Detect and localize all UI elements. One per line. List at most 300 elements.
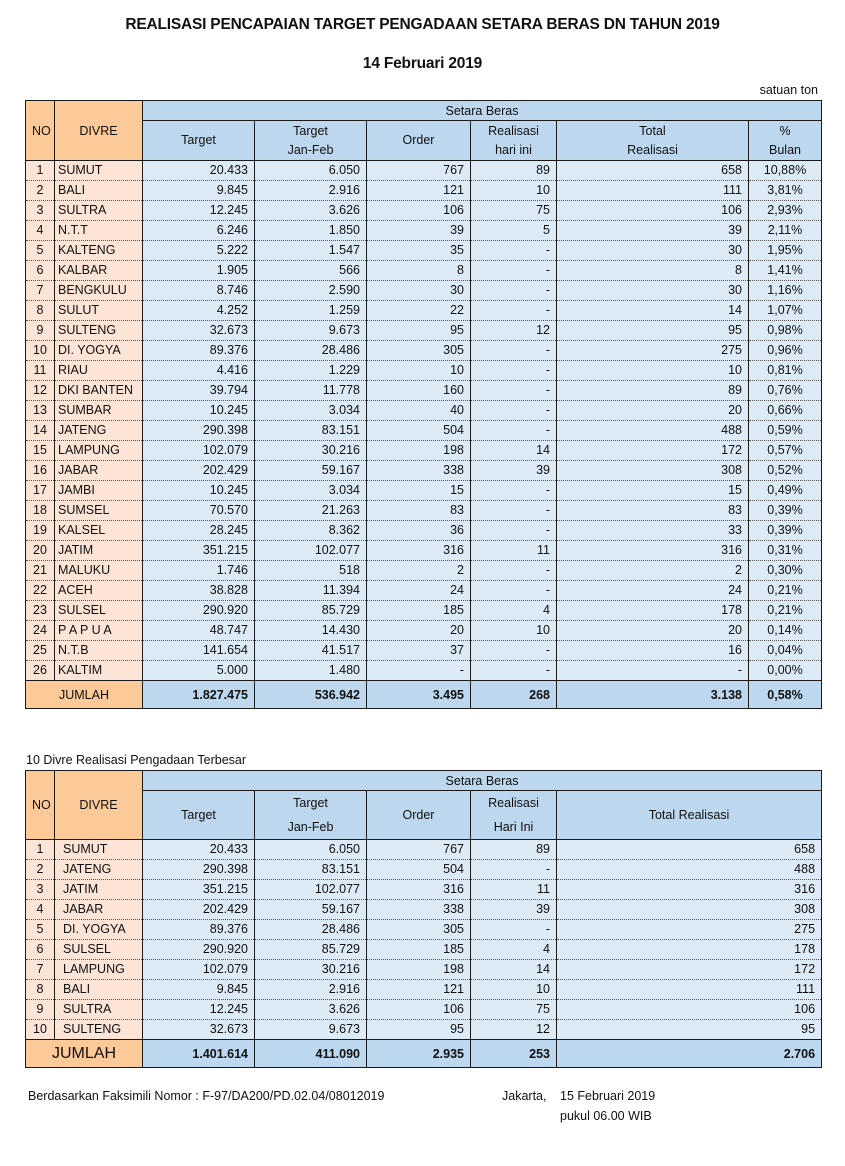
row-pct-bulan: 1,16% (749, 281, 822, 301)
row-order: 338 (367, 900, 471, 920)
row-order: 338 (367, 461, 471, 481)
row-no: 3 (26, 201, 55, 221)
row-target: 89.376 (143, 341, 255, 361)
row-total-realisasi: 39 (557, 221, 749, 241)
row-target: 5.000 (143, 661, 255, 681)
row-total-realisasi: 2 (557, 561, 749, 581)
row-divre: BALI (55, 181, 143, 201)
row-target-janfeb: 14.430 (255, 621, 367, 641)
table-row (26, 241, 822, 261)
row-total-realisasi: 33 (557, 521, 749, 541)
row-realisasi-hari-ini: - (471, 661, 557, 681)
row-target-janfeb: 11.394 (255, 581, 367, 601)
row-no: 21 (26, 561, 55, 581)
row-target: 5.222 (143, 241, 255, 261)
row-realisasi-hari-ini: 14 (471, 960, 557, 980)
row-target: 9.845 (143, 980, 255, 1000)
row-realisasi-hari-ini: 89 (471, 161, 557, 181)
row-no: 17 (26, 481, 55, 501)
row-divre: BENGKULU (55, 281, 143, 301)
row-order: - (367, 661, 471, 681)
row-order: 106 (367, 1000, 471, 1020)
row-no: 4 (26, 900, 55, 920)
table-row (26, 181, 822, 201)
row-target: 38.828 (143, 581, 255, 601)
row-target: 10.245 (143, 481, 255, 501)
table-row (26, 401, 822, 421)
row-pct-bulan: 0,04% (749, 641, 822, 661)
row-total-realisasi: 30 (557, 241, 749, 261)
row-total-realisasi: 658 (557, 840, 822, 860)
row-target-janfeb: 518 (255, 561, 367, 581)
row-target: 102.079 (143, 960, 255, 980)
row-target-janfeb: 85.729 (255, 601, 367, 621)
row-divre: SUMUT (55, 840, 143, 860)
row-no: 9 (26, 321, 55, 341)
row-target-janfeb: 6.050 (255, 840, 367, 860)
row-total-realisasi: 111 (557, 181, 749, 201)
row-total-realisasi: 8 (557, 261, 749, 281)
row-divre: BALI (55, 980, 143, 1000)
row-realisasi-hari-ini: 12 (471, 1020, 557, 1040)
row-order: 20 (367, 621, 471, 641)
table-row (26, 361, 822, 381)
header-target: Target (143, 791, 255, 840)
row-divre: JAMBI (55, 481, 143, 501)
row-pct-bulan: 0,52% (749, 461, 822, 481)
header-setara-beras: Setara Beras (143, 771, 822, 791)
row-target-janfeb: 3.034 (255, 481, 367, 501)
footer-place: Jakarta, (502, 1089, 547, 1103)
table-row (26, 920, 822, 940)
row-realisasi-hari-ini: 75 (471, 1000, 557, 1020)
row-no: 13 (26, 401, 55, 421)
row-divre: JATENG (55, 860, 143, 880)
row-pct-bulan: 0,59% (749, 421, 822, 441)
table-row (26, 501, 822, 521)
row-divre: SUMUT (55, 161, 143, 181)
row-no: 15 (26, 441, 55, 461)
row-target-janfeb: 28.486 (255, 920, 367, 940)
unit-note: satuan ton (759, 83, 818, 97)
row-realisasi-hari-ini: - (471, 860, 557, 880)
header-order: Order (367, 791, 471, 840)
row-realisasi-hari-ini: - (471, 361, 557, 381)
row-order: 37 (367, 641, 471, 661)
total-target: 1.401.614 (143, 1040, 255, 1068)
table-row (26, 261, 822, 281)
row-divre: SULTENG (55, 321, 143, 341)
row-divre: DI. YOGYA (55, 920, 143, 940)
row-target-janfeb: 3.034 (255, 401, 367, 421)
table-row (26, 301, 822, 321)
row-target: 102.079 (143, 441, 255, 461)
row-realisasi-hari-ini: - (471, 481, 557, 501)
row-target: 1.746 (143, 561, 255, 581)
row-target: 9.845 (143, 181, 255, 201)
row-total-realisasi: 20 (557, 621, 749, 641)
row-no: 3 (26, 880, 55, 900)
table-row (26, 461, 822, 481)
total-target-janfeb: 411.090 (255, 1040, 367, 1068)
row-pct-bulan: 0,57% (749, 441, 822, 461)
row-order: 15 (367, 481, 471, 501)
row-no: 24 (26, 621, 55, 641)
row-order: 95 (367, 321, 471, 341)
row-total-realisasi: 10 (557, 361, 749, 381)
row-divre: JATIM (55, 880, 143, 900)
row-no: 16 (26, 461, 55, 481)
row-total-realisasi: 488 (557, 860, 822, 880)
row-divre: ACEH (55, 581, 143, 601)
row-divre: N.T.T (55, 221, 143, 241)
top10-table (25, 770, 822, 1068)
row-realisasi-hari-ini: - (471, 920, 557, 940)
row-target-janfeb: 1.547 (255, 241, 367, 261)
row-target-janfeb: 1.229 (255, 361, 367, 381)
row-target-janfeb: 9.673 (255, 321, 367, 341)
row-target: 8.746 (143, 281, 255, 301)
row-divre: KALBAR (55, 261, 143, 281)
row-divre: SUMBAR (55, 401, 143, 421)
table-row (26, 441, 822, 461)
row-target: 290.920 (143, 601, 255, 621)
row-pct-bulan: 0,66% (749, 401, 822, 421)
row-target: 141.654 (143, 641, 255, 661)
total-order: 2.935 (367, 1040, 471, 1068)
row-pct-bulan: 0,21% (749, 601, 822, 621)
row-total-realisasi: 275 (557, 920, 822, 940)
row-realisasi-hari-ini: - (471, 501, 557, 521)
table-row (26, 980, 822, 1000)
row-realisasi-hari-ini: 10 (471, 181, 557, 201)
row-order: 22 (367, 301, 471, 321)
row-total-realisasi: 308 (557, 461, 749, 481)
row-order: 767 (367, 840, 471, 860)
total-order: 3.495 (367, 681, 471, 709)
row-target-janfeb: 1.480 (255, 661, 367, 681)
row-pct-bulan: 1,07% (749, 301, 822, 321)
row-realisasi-hari-ini: 10 (471, 621, 557, 641)
row-target-janfeb: 41.517 (255, 641, 367, 661)
row-target: 290.398 (143, 421, 255, 441)
row-no: 26 (26, 661, 55, 681)
row-divre: KALTIM (55, 661, 143, 681)
table-row (26, 381, 822, 401)
total-realisasi-hari-ini: 253 (471, 1040, 557, 1068)
total-label: JUMLAH (26, 1040, 143, 1068)
row-no: 6 (26, 261, 55, 281)
total-target-janfeb: 536.942 (255, 681, 367, 709)
table-row (26, 521, 822, 541)
table-row (26, 840, 822, 860)
header-setara-beras: Setara Beras (143, 101, 822, 121)
row-total-realisasi: 95 (557, 321, 749, 341)
row-order: 106 (367, 201, 471, 221)
table-row (26, 641, 822, 661)
row-pct-bulan: 2,11% (749, 221, 822, 241)
row-total-realisasi: - (557, 661, 749, 681)
row-order: 305 (367, 341, 471, 361)
row-realisasi-hari-ini: 11 (471, 880, 557, 900)
row-target: 202.429 (143, 900, 255, 920)
row-no: 5 (26, 241, 55, 261)
row-order: 24 (367, 581, 471, 601)
table-row (26, 1000, 822, 1020)
total-target: 1.827.475 (143, 681, 255, 709)
row-order: 10 (367, 361, 471, 381)
row-target-janfeb: 566 (255, 261, 367, 281)
row-no: 7 (26, 960, 55, 980)
row-pct-bulan: 1,41% (749, 261, 822, 281)
header-pct-bulan: % Bulan (749, 121, 822, 161)
row-order: 185 (367, 940, 471, 960)
row-target-janfeb: 11.778 (255, 381, 367, 401)
row-target: 20.433 (143, 840, 255, 860)
row-total-realisasi: 24 (557, 581, 749, 601)
row-divre: LAMPUNG (55, 441, 143, 461)
total-label: JUMLAH (26, 681, 143, 709)
row-target: 20.433 (143, 161, 255, 181)
footer-time: pukul 06.00 WIB (560, 1109, 652, 1123)
header-no: NO (26, 771, 55, 840)
row-target-janfeb: 83.151 (255, 421, 367, 441)
row-pct-bulan: 0,98% (749, 321, 822, 341)
header-total-realisasi: Total Realisasi (557, 121, 749, 161)
header-divre: DIVRE (55, 771, 143, 840)
row-total-realisasi: 275 (557, 341, 749, 361)
row-realisasi-hari-ini: - (471, 301, 557, 321)
row-divre: KALTENG (55, 241, 143, 261)
row-divre: SULTENG (55, 1020, 143, 1040)
table-row (26, 661, 822, 681)
row-no: 8 (26, 980, 55, 1000)
row-target-janfeb: 3.626 (255, 201, 367, 221)
table-row (26, 581, 822, 601)
row-divre: P A P U A (55, 621, 143, 641)
row-divre: MALUKU (55, 561, 143, 581)
row-total-realisasi: 172 (557, 960, 822, 980)
row-no: 12 (26, 381, 55, 401)
row-realisasi-hari-ini: - (471, 641, 557, 661)
row-order: 504 (367, 421, 471, 441)
row-realisasi-hari-ini: - (471, 381, 557, 401)
row-target: 48.747 (143, 621, 255, 641)
row-target: 6.246 (143, 221, 255, 241)
header-target-janfeb: Target Jan-Feb (255, 121, 367, 161)
table-row (26, 221, 822, 241)
header-realisasi-hari-ini: Realisasi hari ini (471, 121, 557, 161)
row-target: 1.905 (143, 261, 255, 281)
table-row (26, 880, 822, 900)
row-target: 28.245 (143, 521, 255, 541)
row-pct-bulan: 0,39% (749, 521, 822, 541)
table-row (26, 900, 822, 920)
row-target-janfeb: 2.916 (255, 181, 367, 201)
row-divre: KALSEL (55, 521, 143, 541)
row-no: 2 (26, 860, 55, 880)
header-no: NO (26, 101, 55, 161)
table-row (26, 621, 822, 641)
row-target-janfeb: 3.626 (255, 1000, 367, 1020)
row-order: 316 (367, 541, 471, 561)
table-row (26, 601, 822, 621)
row-target-janfeb: 30.216 (255, 960, 367, 980)
row-realisasi-hari-ini: - (471, 561, 557, 581)
row-order: 2 (367, 561, 471, 581)
row-total-realisasi: 178 (557, 601, 749, 621)
row-pct-bulan: 0,49% (749, 481, 822, 501)
row-total-realisasi: 20 (557, 401, 749, 421)
footer-date: 15 Februari 2019 (560, 1089, 656, 1103)
document-title: REALISASI PENCAPAIAN TARGET PENGADAAN SETARA BERAS DN TAHUN 2019 (125, 16, 720, 33)
row-divre: JABAR (55, 900, 143, 920)
row-target-janfeb: 1.259 (255, 301, 367, 321)
row-pct-bulan: 10,88% (749, 161, 822, 181)
row-no: 25 (26, 641, 55, 661)
row-total-realisasi: 95 (557, 1020, 822, 1040)
header-target: Target (143, 121, 255, 161)
row-target-janfeb: 1.850 (255, 221, 367, 241)
row-no: 8 (26, 301, 55, 321)
row-target-janfeb: 2.916 (255, 980, 367, 1000)
table-row (26, 161, 822, 181)
row-divre: JATIM (55, 541, 143, 561)
row-target: 89.376 (143, 920, 255, 940)
row-no: 2 (26, 181, 55, 201)
table-row (26, 341, 822, 361)
realization-table (25, 100, 822, 709)
row-order: 121 (367, 181, 471, 201)
row-no: 5 (26, 920, 55, 940)
row-total-realisasi: 488 (557, 421, 749, 441)
row-pct-bulan: 0,14% (749, 621, 822, 641)
row-no: 1 (26, 840, 55, 860)
row-realisasi-hari-ini: - (471, 421, 557, 441)
header-realisasi-hari-ini: Realisasi Hari Ini (471, 791, 557, 840)
row-no: 9 (26, 1000, 55, 1020)
row-target-janfeb: 6.050 (255, 161, 367, 181)
row-pct-bulan: 0,76% (749, 381, 822, 401)
row-realisasi-hari-ini: 11 (471, 541, 557, 561)
total-row (26, 681, 822, 709)
row-total-realisasi: 111 (557, 980, 822, 1000)
row-realisasi-hari-ini: 12 (471, 321, 557, 341)
row-total-realisasi: 15 (557, 481, 749, 501)
row-total-realisasi: 316 (557, 880, 822, 900)
row-realisasi-hari-ini: 4 (471, 940, 557, 960)
row-pct-bulan: 0,96% (749, 341, 822, 361)
row-realisasi-hari-ini: 39 (471, 461, 557, 481)
row-total-realisasi: 178 (557, 940, 822, 960)
row-pct-bulan: 0,81% (749, 361, 822, 381)
row-no: 10 (26, 1020, 55, 1040)
row-target: 10.245 (143, 401, 255, 421)
row-total-realisasi: 658 (557, 161, 749, 181)
row-realisasi-hari-ini: 14 (471, 441, 557, 461)
row-realisasi-hari-ini: - (471, 341, 557, 361)
header-divre: DIVRE (55, 101, 143, 161)
row-total-realisasi: 106 (557, 201, 749, 221)
table-row (26, 321, 822, 341)
row-total-realisasi: 172 (557, 441, 749, 461)
row-realisasi-hari-ini: - (471, 581, 557, 601)
table-row (26, 201, 822, 221)
table-row (26, 960, 822, 980)
row-realisasi-hari-ini: 89 (471, 840, 557, 860)
row-divre: SUMSEL (55, 501, 143, 521)
table-row (26, 561, 822, 581)
total-pct-bulan: 0,58% (749, 681, 822, 709)
row-no: 1 (26, 161, 55, 181)
row-pct-bulan: 2,93% (749, 201, 822, 221)
row-divre: SULUT (55, 301, 143, 321)
top10-caption: 10 Divre Realisasi Pengadaan Terbesar (26, 753, 247, 767)
row-order: 185 (367, 601, 471, 621)
row-total-realisasi: 316 (557, 541, 749, 561)
row-order: 316 (367, 880, 471, 900)
total-row (26, 1040, 822, 1068)
row-target: 12.245 (143, 1000, 255, 1020)
row-target-janfeb: 2.590 (255, 281, 367, 301)
row-order: 198 (367, 441, 471, 461)
row-target-janfeb: 9.673 (255, 1020, 367, 1040)
row-no: 18 (26, 501, 55, 521)
row-no: 14 (26, 421, 55, 441)
row-no: 6 (26, 940, 55, 960)
row-realisasi-hari-ini: - (471, 521, 557, 541)
row-pct-bulan: 0,31% (749, 541, 822, 561)
row-total-realisasi: 89 (557, 381, 749, 401)
row-target-janfeb: 8.362 (255, 521, 367, 541)
row-target-janfeb: 85.729 (255, 940, 367, 960)
row-total-realisasi: 16 (557, 641, 749, 661)
row-pct-bulan: 0,39% (749, 501, 822, 521)
row-divre: RIAU (55, 361, 143, 381)
row-divre: DI. YOGYA (55, 341, 143, 361)
row-no: 20 (26, 541, 55, 561)
row-realisasi-hari-ini: 5 (471, 221, 557, 241)
row-realisasi-hari-ini: 4 (471, 601, 557, 621)
row-order: 35 (367, 241, 471, 261)
row-total-realisasi: 83 (557, 501, 749, 521)
table-row (26, 541, 822, 561)
row-target: 4.416 (143, 361, 255, 381)
row-no: 23 (26, 601, 55, 621)
row-order: 121 (367, 980, 471, 1000)
row-divre: DKI BANTEN (55, 381, 143, 401)
total-realisasi-hari-ini: 268 (471, 681, 557, 709)
row-order: 767 (367, 161, 471, 181)
row-realisasi-hari-ini: - (471, 261, 557, 281)
row-target: 32.673 (143, 1020, 255, 1040)
row-divre: SULTRA (55, 201, 143, 221)
row-pct-bulan: 1,95% (749, 241, 822, 261)
row-order: 36 (367, 521, 471, 541)
row-realisasi-hari-ini: 10 (471, 980, 557, 1000)
row-order: 504 (367, 860, 471, 880)
row-target: 202.429 (143, 461, 255, 481)
header-order: Order (367, 121, 471, 161)
row-divre: LAMPUNG (55, 960, 143, 980)
row-divre: SULSEL (55, 601, 143, 621)
row-target: 12.245 (143, 201, 255, 221)
table-row (26, 421, 822, 441)
document-date: 14 Februari 2019 (362, 55, 483, 72)
header-target-janfeb: Target Jan-Feb (255, 791, 367, 840)
row-no: 19 (26, 521, 55, 541)
row-realisasi-hari-ini: - (471, 281, 557, 301)
